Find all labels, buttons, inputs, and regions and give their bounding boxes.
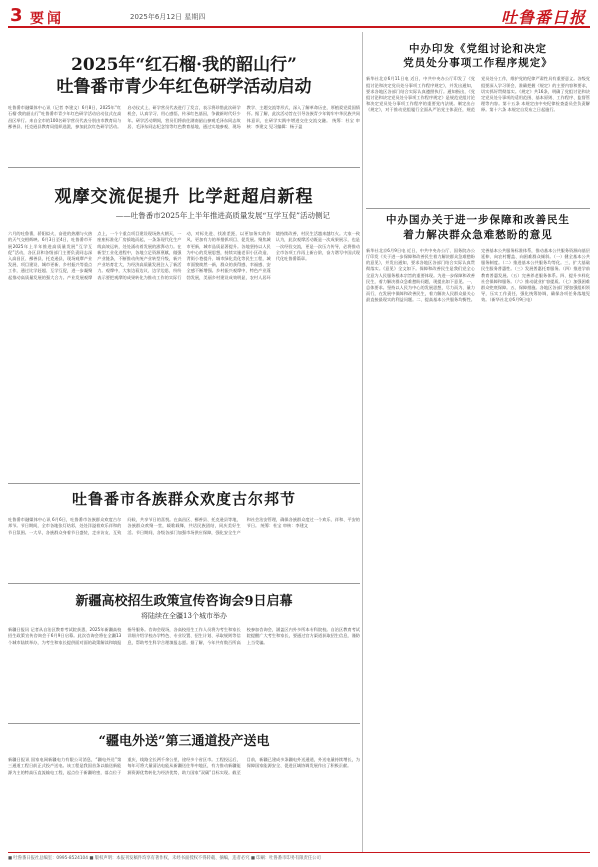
article-red-study: [8, 56, 360, 163]
divider: [366, 208, 590, 209]
article-title: 中办国办关于进一步保障和改善民生: [386, 214, 570, 227]
article-subtitle: 将陆续在全疆13个城市举办: [141, 612, 227, 621]
right-column: [366, 32, 590, 808]
article-festival: [8, 488, 360, 579]
article-admissions: [8, 590, 360, 719]
article-title: “疆电外送”第三通道投产送电: [98, 734, 270, 750]
left-column: [8, 32, 360, 823]
article-livelihood: [366, 213, 590, 807]
article-body: 新疆日报讯 国家电网新疆电力有限公司消息，“疆电外送”第三通道工程日前正式投产送电。该工程是我国首条以输送新能源为主的特高压直流输电工程，起点位于新疆哈密，落点位于重庆，线路全长两千余公里，途经多个省区市。工程投运后，每年可将大量清洁电能从新疆送往华中地区，有力推动新疆能源资源优势转化为经济优势，助力国家“双碳”目标实现。截至目前，新疆已建成多条疆电外送通道，外送电量持续增长，为保障国家能源安全、促进区域协调发展作出了积极贡献。: [8, 757, 360, 775]
article-title: 吐鲁番市各族群众欢度古尔邦节: [71, 490, 296, 509]
article-party-rules: [366, 42, 590, 204]
article-body: 新疆日报讯 记者从自治区教育考试院获悉，2025年新疆高校招生政策宣传咨询会于6月9日启幕。此次咨询会将在全疆13个城市陆续举办，为考生和家长提供面对面的政策解读和填报指导服务。咨询会现场，各高校招生工作人员将为考生和家长详细介绍学校办学特色、专业设置、招生计划、录取规则等信息，帮助考生科学合理填报志愿。据了解，今年共有数百所高校参加咨询会，涵盖区内外多所本专科院校。自治区教育考试院提醒广大考生和家长，要通过官方渠道获取招生信息，谨防上当受骗。: [8, 627, 360, 645]
article-exchange: [8, 182, 360, 479]
divider: [8, 167, 360, 168]
article-title: 新疆高校招生政策宣传咨询会9日启幕: [75, 594, 293, 610]
newspaper-logo: 吐鲁番日报: [500, 8, 586, 27]
column-divider: [362, 32, 363, 852]
article-body: 新华社北京6月9日电 近日，中共中央办公厅、国务院办公厅印发《关于进一步保障和改善民生着力解决群众急难愁盼的意见》，并发出通知，要求各地区各部门结合实际认真贯彻落实。《意见》全文如下。保障和改善民生是我们党全心全意为人民服务根本宗旨的重要体现。为进一步保障和改善民生，着力解决群众急难愁盼问题，现提出如下意见。一、总体要求。坚持以人民为中心的发展思想，尽力而为、量力而行，在发展中保障和改善民生，着力解决人民群众最关心最直接最现实的利益问题。二、提高基本公共服务均衡性。完善基本公共服务标准体系，推动基本公共服务资源向基层延伸、向农村覆盖、向困难群众倾斜。（一）健全基本公共服务制度。（二）推进基本公共服务均等化。三、扩大基础民生服务普惠性。（三）发展普惠托育服务。（四）推进学前教育普惠发展。（五）完善养老服务体系。四、提升多样化社会保障和服务。（六）推动就业扩容提质。（七）加强困难群众兜底保障。五、保障措施。各地区各部门要加强组织领导，压实工作责任，强化统筹协调，确保各项任务落地见效。（新华社北京6月9日电）: [366, 247, 590, 303]
divider: [8, 583, 360, 584]
section-name: 要闻: [30, 11, 64, 27]
article-body: 吐鲁番市融媒体中心讯 6月6日，吐鲁番市各族群众欢度古尔邦节。节日期间，全市各地张灯结彩，处处洋溢着欢乐祥和的节日氛围。一大早，各族群众身着节日盛装，走亲访友、互致问候，共享节日的喜悦。在高昌区、鄯善县、托克逊县等地，各族群众欢聚一堂，载歌载舞，共话民族团结，同庆美好生活。节日期间，各级各部门加强市场供应保障，强化安全生产和社会治安管理，确保各族群众度过一个欢乐、祥和、平安的节日。 统筹：杜宝 审核：李建文: [8, 517, 360, 535]
article-body: 新华社北京6月11日电 近日，中共中央办公厅印发了《党组讨论和决定党员处分事项工作程序规定》，并发出通知，要求各地区各部门结合实际认真遵照执行。通知指出，《党组讨论和决定党员处分事项工作程序规定》是规范党组讨论和决定党员处分事项工作程序的重要党内法规。制定出台《规定》，对于推动党组履行全面从严治党主体责任，规范党员处分工作，维护党的纪律严肃性具有重要意义。各级党组要深入学习领会，准确把握《规定》的主要内容和要求，切实抓好贯彻落实。《规定》共16条，明确了党组讨论和决定党员处分事项的适用范围、基本原则、工作程序、监督管理等内容。第十五条 本规定由中央纪律检查委员会负责解释。第十六条 本规定自发布之日起施行。: [366, 76, 590, 113]
article-title: 吐鲁番市青少年红色研学活动启动: [56, 76, 312, 97]
article-body: 六月的吐鲁番，骄阳似火，奋进的热潮与火热的天气交相辉映。6月3日至4日，吐鲁番市开展2025年上半年推进高质量发展“互学互促”活动，各区县和各级部门主要负责同志深入高昌区、鄯善县、托克逊县，现场观摩产业发展、项目建设、城市更新、乡村振兴等重点工作，通过比学赶超、互学互促，进一步凝聚起推动高质量发展的强大合力。产业发展观摩点上，一个个重点项目建设现场热火朝天，一座座标准化厂房拔地而起，一条条现代化生产线高效运转，处处涌动着发展的澎湃动力。在新型工业化进程中，各地立足资源禀赋，做强产业链条，不断推动传统产业转型升级，新兴产业培育壮大，为经济高质量发展注入了新活力。观摩中，大家边看边议、边学边思，纷纷表示要把观摩的成果转化为推动工作的实际行动，对标先进、找准差距，以更加务实的作风、更加有力的举措抓项目、促发展。聚焦城市更新，城市品质显著提升。各地坚持以人民为中心的发展思想，持续实施老旧小区改造、背街小巷提升、城市绿化美化等民生工程，城市面貌焕然一新，群众的获得感、幸福感、安全感不断增强。乡村振兴观摩中，特色产业蓬勃发展，美丽乡村建设成效明显，农村人居环境持续改善，村民生活越来越红火。大家一致认为，此次观摩活动既是一次成果展示，也是一次经验交流，更是一次压力传导，必将推动全市各项工作再上新台阶，奋力谱写中国式现代化吐鲁番篇章。: [8, 231, 360, 280]
article-title: 党员处分事项工作程序规定》: [403, 57, 553, 70]
article-subtitle: ——吐鲁番市2025年上半年推进高质量发展“互学互促”活动侧记: [115, 211, 330, 221]
article-title: 观摩交流促提升 比学赶超启新程: [54, 187, 314, 208]
page-number: 3: [10, 5, 23, 26]
issue-info: 2025年6月12日 星期四: [130, 13, 206, 21]
article-title: 2025年“红石榴·我的韶山行”: [71, 55, 297, 75]
divider: [8, 483, 360, 484]
article-title: 中办印发《党组讨论和决定: [409, 43, 547, 55]
page-footer: ■ 吐鲁番日报社总编室：0995-8524104 ■ 版权声明：本报刊发稿件均享有著作权，未经书面授权不得转载、摘编，违者必究 ■ 印刷：吐鲁番市印务有限责任公司: [8, 852, 590, 864]
masthead: [8, 6, 590, 28]
article-title: 着力解决群众急难愁盼的意见: [403, 228, 553, 241]
divider: [8, 723, 360, 724]
article-body: 吐鲁番市融媒体中心讯（记者 李建文）6月8日，2025年“红石榴·我的韶山行”吐鲁番市青少年红色研学活动启动仪式在高昌区举行。来自全市的100名研学营员代表分别由市教育局与鄯善县、托克逊县教育局组织选派，参加此次红色研学活动。启动仪式上，研学营员代表进行了发言，表示将珍惜此次研学机会，认真学习、用心感悟，传承红色基因，争做新时代好少年。研学活动期间，营员们将前往湖南韶山参观毛泽东同志故居、毛泽东同志纪念馆等红色教育基地，通过实地参观、现场教学、主题交流等形式，深入了解革命历史，厚植爱党爱国情怀。据了解，此次活动旨在引导各族青少年铸牢中华民族共同体意识，在研学实践中增进交往交流交融。 统筹：杜宝 审核：李建文 见习编辑：杨子盈: [8, 105, 360, 129]
article-power: [8, 730, 360, 823]
